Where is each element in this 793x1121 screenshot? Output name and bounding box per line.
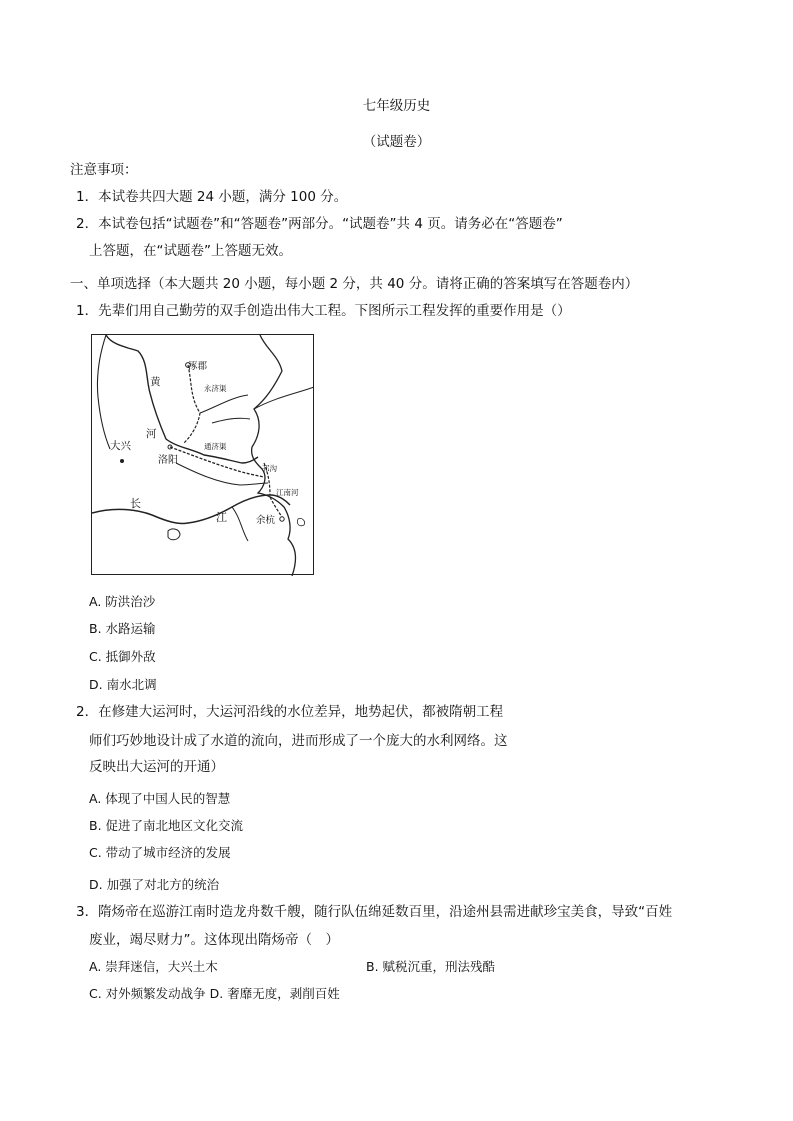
q2-option-b: B. 促进了南北地区文化交流 — [89, 818, 244, 833]
question-2-line-3: 反映出大运河的开通） — [89, 759, 224, 775]
map-label-hangou: 邗沟 — [262, 464, 277, 473]
question-2-line-1: 2．在修建大运河时，大运河沿线的水位差异，地势起伏，都被隋朝工程 — [76, 704, 504, 720]
q3-option-b: B. 赋税沉重，刑法残酷 — [366, 959, 496, 974]
map-label-he: 河 — [146, 428, 157, 440]
notice-item-2-line-2: 上答题，在“试题卷”上答题无效。 — [89, 243, 292, 259]
map-label-jiang: 江 — [216, 511, 227, 524]
map-label-tongji-canal: 通济渠 — [204, 442, 227, 451]
notice-heading: 注意事项： — [70, 162, 138, 178]
q2-option-c: C. 带动了城市经济的发展 — [89, 845, 231, 860]
map-label-huang: 黄 — [150, 376, 161, 388]
notice-item-2-line-1: 2．本试卷包括“试题卷”和“答题卷”两部分。“试题卷”共 4 页。请务必在“答题卷” — [76, 216, 563, 232]
grand-canal-map — [91, 334, 314, 575]
question-1-stem: 1．先辈们用自己勤劳的双手创造出伟大工程。下图所示工程发挥的重要作用是（） — [76, 303, 571, 319]
q2-option-d: D. 加强了对北方的统治 — [89, 877, 220, 892]
map-label-daxing: 大兴 — [110, 440, 131, 452]
map-label-luoyang: 洛阳 — [158, 455, 178, 466]
q3-option-c-d: C. 对外频繁发动战争 D. 奢靡无度，剥削百姓 — [89, 986, 340, 1001]
question-3-line-2: 废业，竭尽财力”。这体现出隋炀帝（ ） — [89, 932, 339, 948]
map-label-jiangnan-canal: 江南河 — [276, 488, 299, 497]
question-3-line-1: 3．隋炀帝在巡游江南时造龙舟数千艘，随行队伍绵延数百里，沿途州县需进献珍宝美食，导致“百姓 — [76, 904, 673, 920]
q1-option-d: D. 南水北调 — [89, 677, 157, 692]
q2-option-a: A. 体现了中国人民的智慧 — [89, 791, 231, 806]
notice-item-1: 1．本试卷共四大题 24 小题，满分 100 分。 — [76, 189, 348, 205]
map-label-yuhang: 余杭 — [256, 515, 276, 526]
section-1-heading: 一、单项选择（本大题共 20 小题，每小题 2 分，共 40 分。请将正确的答案填写在答题卷内） — [70, 276, 639, 292]
exam-subtitle: （试题卷） — [362, 134, 431, 150]
map-label-zhuojun: 涿郡 — [188, 361, 208, 372]
q1-option-b: B. 水路运输 — [89, 621, 156, 636]
question-2-line-2: 师们巧妙地设计成了水道的流向，进而形成了一个庞大的水利网络。这 — [89, 733, 508, 749]
q1-option-c: C. 抵御外敌 — [89, 649, 156, 664]
map-label-chang: 长 — [130, 497, 141, 510]
q1-option-a: A. 防洪治沙 — [89, 594, 156, 609]
map-label-yongji-canal: 永济渠 — [204, 384, 227, 393]
q3-option-a: A. 崇拜迷信，大兴土木 — [89, 959, 218, 974]
exam-title: 七年级历史 — [362, 98, 431, 114]
